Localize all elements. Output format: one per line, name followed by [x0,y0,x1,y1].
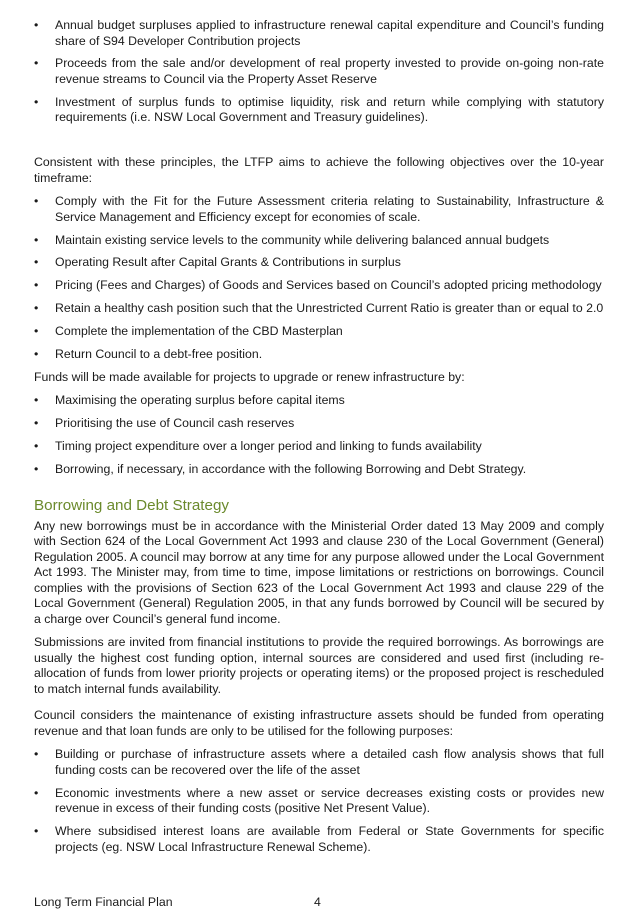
purpose-list [34,747,604,855]
bullet-glyph: • [34,824,39,839]
page-number: 4 [314,895,321,909]
footer-title: Long Term Financial Plan [34,895,173,909]
bullet-glyph: • [34,301,39,316]
bullet-glyph: • [34,462,39,477]
list-item: • Timing project expenditure over a longer period and linking to funds availability [34,439,482,454]
bullet-glyph: • [34,393,39,408]
bullet-glyph: • [34,785,39,800]
list-item: • Annual budget surpluses applied to infrastructure renewal capital expenditure and Council’s funding share of S94 Developer Contribution projects [34,18,604,48]
document-page [34,18,604,863]
list-item: • Building or purchase of infrastructure assets where a detailed cash flow analysis shows that full funding costs can be recovered over the life of the asset [34,747,604,777]
list-item: • Investment of surplus funds to optimise liquidity, risk and return while complying with statutory requirements (i.e. NSW Local Government and Treasury guidelines). [34,94,604,125]
bullet-glyph: • [34,747,39,762]
list-item: • Complete the implementation of the CBD Masterplan [34,324,343,339]
objectives-list [34,194,604,362]
list-item: • Maintain existing service levels to the community while delivering balanced annual budgets [34,232,550,247]
bullet-glyph: • [34,56,39,71]
bullet-glyph: • [34,324,39,339]
list-item: • Retain a healthy cash position such that the Unrestricted Current Ratio is greater than or equal to 2.0 [34,301,604,316]
bullet-glyph: • [34,232,39,247]
list-item: • Comply with the Fit for the Future Assessment criteria relating to Sustainability, Infrastructure & Service Management and Efficiency except for economies of scale. [34,194,604,224]
list-item: • Return Council to a debt-free position. [34,347,263,362]
list-item: • Proceeds from the sale and/or development of real property invested to provide on-going non-rate revenue streams to Council via the Property Asset Reserve [34,56,604,86]
paragraph-loan-purposes: Council considers the maintenance of existing infrastructure assets should be funded from operating revenue and that loan funds are only to be utilised for the following purposes: [34,708,604,738]
paragraph-submissions: Submissions are invited from financial institutions to provide the required borrowings. As borrowings are usually the highest cost funding option, internal sources are considered and used first (including re-allocation of funds from lower priority projects or operating items) or the proposed project is rescheduled to match internal funds availability. [34,635,604,696]
list-item: • Maximising the operating surplus before capital items [34,393,345,408]
funds-list [34,393,604,477]
bullet-glyph: • [34,347,39,362]
paragraph-borrowing-requirements: Any new borrowings must be in accordance with the Ministerial Order dated 13 May 2009 and comply with Section 624 of the Local Government Act 1993 and clause 230 of the Local Government (General) Regulation 2005. A council may borrow at any time for any purpose allowed under the Local Government Act 1993. The Minister may, from time to time, impose limitations or restrictions on borrowings. Council complies with the provisions of Section 623 of the Local Government Act 1993 and clause 229 of the Local Government (General) Regulation 2005, in that any funds borrowed by Council will be secured by a charge over Council’s general fund income. [34,518,604,626]
bullet-glyph: • [34,94,39,109]
bullet-glyph: • [34,194,39,209]
bullet-glyph: • [34,18,39,32]
funds-intro: Funds will be made available for projects to upgrade or renew infrastructure by: [34,369,465,384]
list-item: • Borrowing, if necessary, in accordance with the following Borrowing and Debt Strategy. [34,462,527,477]
list-item: • Where subsidised interest loans are available from Federal or State Governments for specific projects (eg. NSW Local Infrastructure Renewal Scheme). [34,824,604,854]
bullet-glyph: • [34,416,39,431]
list-item: • Economic investments where a new asset or service decreases existing costs or provides new revenue in excess of their funding costs (positive Net Present Value). [34,785,604,816]
section-heading: Borrowing and Debt Strategy [34,496,230,514]
list-item: • Pricing (Fees and Charges) of Goods and Services based on Council’s adopted pricing methodology [34,278,602,293]
bullet-glyph: • [34,278,39,293]
list-item: • Prioritising the use of Council cash reserves [34,416,295,431]
objectives-intro: Consistent with these principles, the LTFP aims to achieve the following objectives over the 10-year timeframe: [34,155,604,185]
bullet-glyph: • [34,439,39,454]
list-item: • Operating Result after Capital Grants & Contributions in surplus [34,255,401,270]
bullet-glyph: • [34,255,39,270]
intro-bullet-list [34,18,604,126]
